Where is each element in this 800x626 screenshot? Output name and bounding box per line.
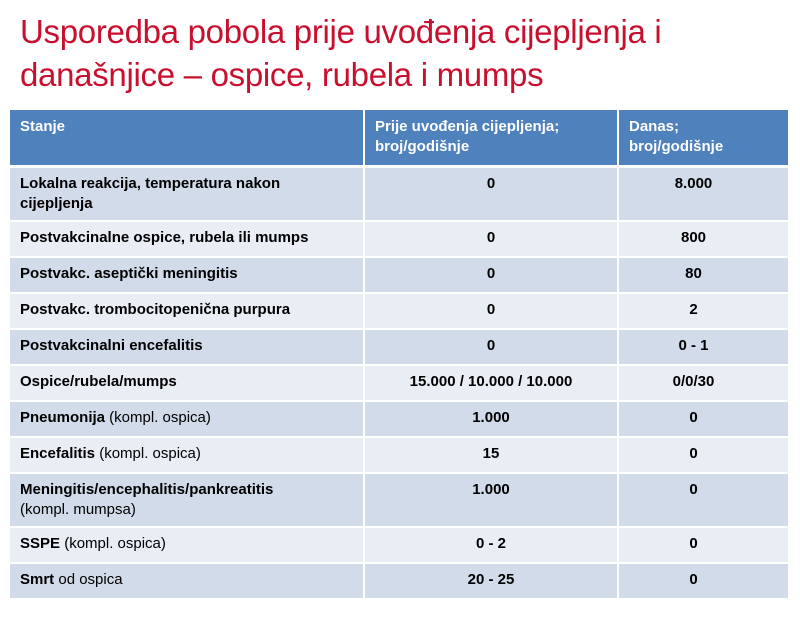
before-value: 0 <box>364 257 618 293</box>
condition-name: Postvakcinalne ospice, rubela ili mumps <box>20 229 309 246</box>
condition-cell <box>10 293 364 329</box>
table-row <box>10 257 788 293</box>
condition-name: Postvakcinalni encefalitis <box>20 337 203 354</box>
table-header-row <box>10 110 788 167</box>
table-row <box>10 473 788 527</box>
before-value: 0 <box>364 293 618 329</box>
comparison-table <box>10 110 788 600</box>
today-value: 0 <box>618 527 788 563</box>
condition-cell <box>10 401 364 437</box>
header-today-line2: broj/godišnje <box>629 138 724 155</box>
today-value: 0 - 1 <box>618 329 788 365</box>
condition-note: (kompl. ospica) <box>95 445 201 462</box>
header-today-line1: Danas; <box>629 118 680 135</box>
today-value: 80 <box>618 257 788 293</box>
table-row <box>10 167 788 222</box>
header-before-line1: Prije uvođenja cijepljenja; <box>375 118 560 135</box>
before-value: 0 <box>364 221 618 257</box>
condition-name: Lokalna reakcija, temperatura nakon cijepljenja <box>20 175 281 212</box>
before-value: 0 <box>364 329 618 365</box>
condition-cell <box>10 257 364 293</box>
today-value: 8.000 <box>618 167 788 222</box>
today-value: 0 <box>618 401 788 437</box>
condition-note: (kompl. ospica) <box>105 409 211 426</box>
table-row <box>10 293 788 329</box>
condition-name: Pneumonija <box>20 409 106 426</box>
header-condition <box>10 110 364 167</box>
condition-name: Ospice/rubela/mumps <box>20 373 177 390</box>
header-condition-label: Stanje <box>20 118 66 135</box>
slide-title: Usporedba pobola prije uvođenja cijepljenja i današnjice – ospice, rubela i mumps <box>20 13 662 93</box>
before-value: 0 <box>364 167 618 222</box>
condition-name: Postvakc. aseptički meningitis <box>20 265 238 282</box>
table-row <box>10 527 788 563</box>
condition-cell <box>10 473 364 527</box>
condition-name: Meningitis/encephalitis/pankreatitis <box>20 481 274 498</box>
today-value: 0/0/30 <box>618 365 788 401</box>
condition-cell <box>10 437 364 473</box>
today-value: 800 <box>618 221 788 257</box>
before-value: 0 - 2 <box>364 527 618 563</box>
condition-cell <box>10 563 364 599</box>
condition-name: SSPE <box>20 535 61 552</box>
table-row <box>10 365 788 401</box>
condition-cell <box>10 365 364 401</box>
condition-note: od ospica <box>54 571 123 588</box>
before-value: 15.000 / 10.000 / 10.000 <box>364 365 618 401</box>
condition-name: Encefalitis <box>20 445 96 462</box>
table-row <box>10 563 788 599</box>
condition-cell <box>10 167 364 222</box>
header-today <box>618 110 788 167</box>
table-row <box>10 401 788 437</box>
condition-name: Smrt <box>20 571 55 588</box>
header-before-vaccination <box>364 110 618 167</box>
condition-note: (kompl. ospica) <box>60 535 166 552</box>
condition-name: Postvakc. trombocitopenična purpura <box>20 301 291 318</box>
table-row <box>10 437 788 473</box>
before-value: 15 <box>364 437 618 473</box>
condition-note: (kompl. mumpsa) <box>20 501 136 518</box>
today-value: 0 <box>618 437 788 473</box>
today-value: 2 <box>618 293 788 329</box>
today-value: 0 <box>618 563 788 599</box>
condition-cell <box>10 527 364 563</box>
before-value: 20 - 25 <box>364 563 618 599</box>
table-row <box>10 329 788 365</box>
before-value: 1.000 <box>364 401 618 437</box>
today-value: 0 <box>618 473 788 527</box>
before-value: 1.000 <box>364 473 618 527</box>
condition-cell <box>10 329 364 365</box>
condition-cell <box>10 221 364 257</box>
table-row <box>10 221 788 257</box>
header-before-line2: broj/godišnje <box>375 138 470 155</box>
